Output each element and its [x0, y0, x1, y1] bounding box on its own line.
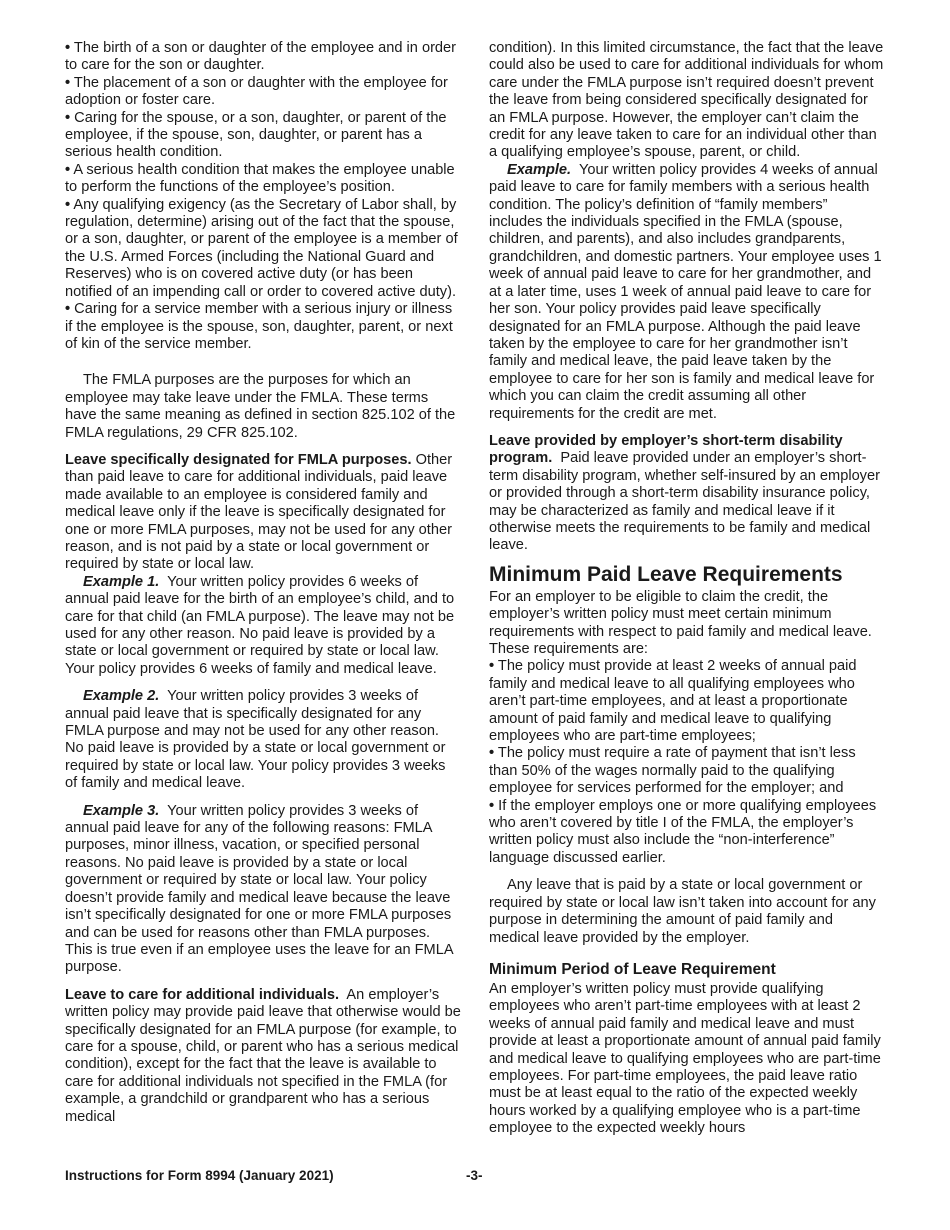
bullet-item: • Any qualifying exigency (as the Secretary of Labor shall, by regulation, determine) arising out of the fact that the spouse, or a son, daughter, or parent of the employee is a member of the U.S. Armed Forces (including the National Guard and Reserves) who is on covered active duty (or has been notified of an impending call or order to covered active duty).	[65, 196, 458, 300]
designated-heading: Leave specifically designated for FMLA purposes.	[65, 451, 412, 468]
bullet-item: • If the employer employs one or more qualifying employees who aren’t covered by title I of the FMLA, the employer’s written policy must also include the “non-interference” language discussed earlier.	[489, 797, 877, 866]
example-3: Example 3. Your written policy provides 3 weeks of annual paid leave for any of the following reasons: FMLA purposes, minor illness, vacation, or specified personal reasons. No paid leave is provided by a state or local government or required by state or local law. Your policy doesn’t provide family and medical leave because the leave isn’t specifically designated for one or more FMLA purposes and can be used for reasons other than FMLA purposes. This is true even if an employee uses the leave for an FMLA purpose.	[65, 802, 453, 976]
minimum-period-paragraph: An employer’s written policy must provide qualifying employees who aren’t part-time employees with at least 2 weeks of annual paid family and medical leave and must provide at least a proportionate amount of annual paid family and medical leave to qualifying employees who are part-time employees. For part-time employees, the paid leave ratio must be at least equal to the ratio of the expected weekly hours worked by a qualifying employee who is a part-time employee to the expected weekly hours	[489, 980, 881, 1137]
bullet-icon: •	[65, 196, 71, 213]
example-1: Example 1. Your written policy provides 6 weeks of annual paid leave for the birth of an employee’s child, and to care for that child (an FMLA purpose). The leave may not be used for any other reason. No paid leave is provided by a state or local government or required by state or local law. Your policy provides 6 weeks of family and medical leave.	[65, 573, 455, 677]
example-1-label: Example 1.	[83, 573, 160, 590]
footer-form-title: Instructions for Form 8994 (January 2021)	[65, 1168, 334, 1183]
bullet-icon: •	[65, 109, 71, 126]
bullet-item: • Caring for the spouse, or a son, daughter, or parent of the employee, if the spouse, son, daughter, or parent has a serious health condition.	[65, 109, 447, 161]
bullet-icon: •	[65, 74, 71, 91]
footer-page-number: -3-	[466, 1168, 483, 1183]
bullet-item: • Caring for a service member with a serious injury or illness if the employee is the spouse, son, daughter, parent, or next of kin of the service member.	[65, 301, 453, 352]
bullet-item: • The birth of a son or daughter of the employee and in order to care for the son or daughter.	[65, 40, 457, 74]
example-2-label: Example 2.	[83, 688, 160, 705]
continuation-paragraph: condition). In this limited circumstance, the fact that the leave could also be used to care for additional individuals for whom care under the FMLA purpose isn’t required doesn’t prevent the leave from being considered specifically designated for an FMLA purpose. However, the employer can’t claim the credit for any leave taken to care for an individual other than a qualifying employee’s spouse, parent, or child.	[489, 40, 884, 161]
example-3-label: Example 3.	[83, 802, 160, 819]
example-2: Example 2. Your written policy provides 3 weeks of annual paid leave that is specifically designated for any FMLA purpose and may not be used for any other reason. No paid leave is provided by a state or local government or required by state or local law. Your policy provides 3 weeks of family and medical leave.	[65, 688, 446, 792]
designated-paragraph: Leave specifically designated for FMLA purposes. Other than paid leave to care for additional individuals, paid leave made available to an employee is considered family and medical leave only if the leave is specifically designated for one or more FMLA purposes, may not be used for any other reason, and is not paid by a state or local government or required by state or local law.	[65, 451, 453, 573]
additional-individuals-heading: Leave to care for additional individuals.	[65, 986, 340, 1003]
bullet-icon: •	[489, 658, 495, 675]
short-term-disability-paragraph: Leave provided by employer’s short-term disability program. Paid leave provided under an employer’s short-term disability program, whether self-insured by an employer or provided through a short-term disability insurance policy, may be characterized as family and medical leave if it otherwise meets the requirements to be family and medical leave.	[489, 432, 880, 554]
additional-individuals-paragraph: Leave to care for additional individuals. An employer’s written policy may provide paid leave that otherwise would be specifically designated for an FMLA purpose (for example, to care for a spouse, child, or parent who has a serious medical condition), except for the fact that the leave is available to care for additional individuals not specified in the FMLA (for example, a grandchild or grandparent who has a serious medical	[65, 986, 461, 1125]
example-label: Example.	[507, 161, 572, 178]
bullet-item: • The policy must provide at least 2 weeks of annual paid family and medical leave to all qualifying employees who aren’t part-time employees, and at least a proportionate amount of paid family and medical leave to qualifying employees who are part-time employees;	[489, 658, 857, 745]
bullet-icon: •	[65, 301, 71, 318]
bullet-item: • A serious health condition that makes the employee unable to perform the functions of the employee’s position.	[65, 161, 455, 196]
minimum-paid-leave-heading: Minimum Paid Leave Requirements	[489, 562, 843, 586]
bullet-icon: •	[489, 745, 495, 762]
left-column	[65, 40, 461, 1126]
bullet-icon: •	[65, 161, 71, 178]
bullet-icon: •	[65, 40, 71, 56]
example-paragraph: Example. Your written policy provides 4 weeks of annual paid leave to care for family members with a serious health condition. The policy’s definition of “family members” includes the individuals specified in the FMLA (spouse, children, and parents), and also includes grandparents, grandchildren, and domestic partners. Your employee uses 1 week of annual paid leave to care for her grandmother, and at a later time, uses 1 week of annual paid leave to care for her son. Your policy provides paid leave specifically designated for an FMLA purpose. Although the paid leave taken by the employee to care for her grandmother isn’t family and medical leave, the paid leave taken by the employee to care for her son is family and medical leave for which you can claim the credit assuming all other requirements for the credit are met.	[489, 161, 882, 422]
minimum-intro-paragraph: For an employer to be eligible to claim the credit, the employer’s written policy must meet certain minimum requirements with respect to paid family and medical leave. These requirements are:	[489, 588, 872, 657]
bullet-icon: •	[489, 797, 495, 814]
state-leave-paragraph: Any leave that is paid by a state or local government or required by state or local law isn’t taken into account for any purpose in determining the amount of paid family and medical leave provided by the employer.	[489, 877, 876, 946]
bullet-item: • The policy must require a rate of payment that isn’t less than 50% of the wages normally paid to the qualifying employee for services performed for the employer; and	[489, 745, 856, 797]
minimum-period-heading: Minimum Period of Leave Requirement	[489, 960, 776, 978]
right-column	[489, 40, 884, 1138]
short-term-disability-heading: Leave provided by employer’s short-term disability program.	[489, 432, 843, 467]
bullet-item: • The placement of a son or daughter with the employee for adoption or foster care.	[65, 74, 448, 109]
fmla-purposes-paragraph: The FMLA purposes are the purposes for which an employee may take leave under the FMLA. These terms have the same meaning as defined in section 825.102 of the FMLA regulations, 29 CFR 825.102.	[65, 372, 456, 441]
